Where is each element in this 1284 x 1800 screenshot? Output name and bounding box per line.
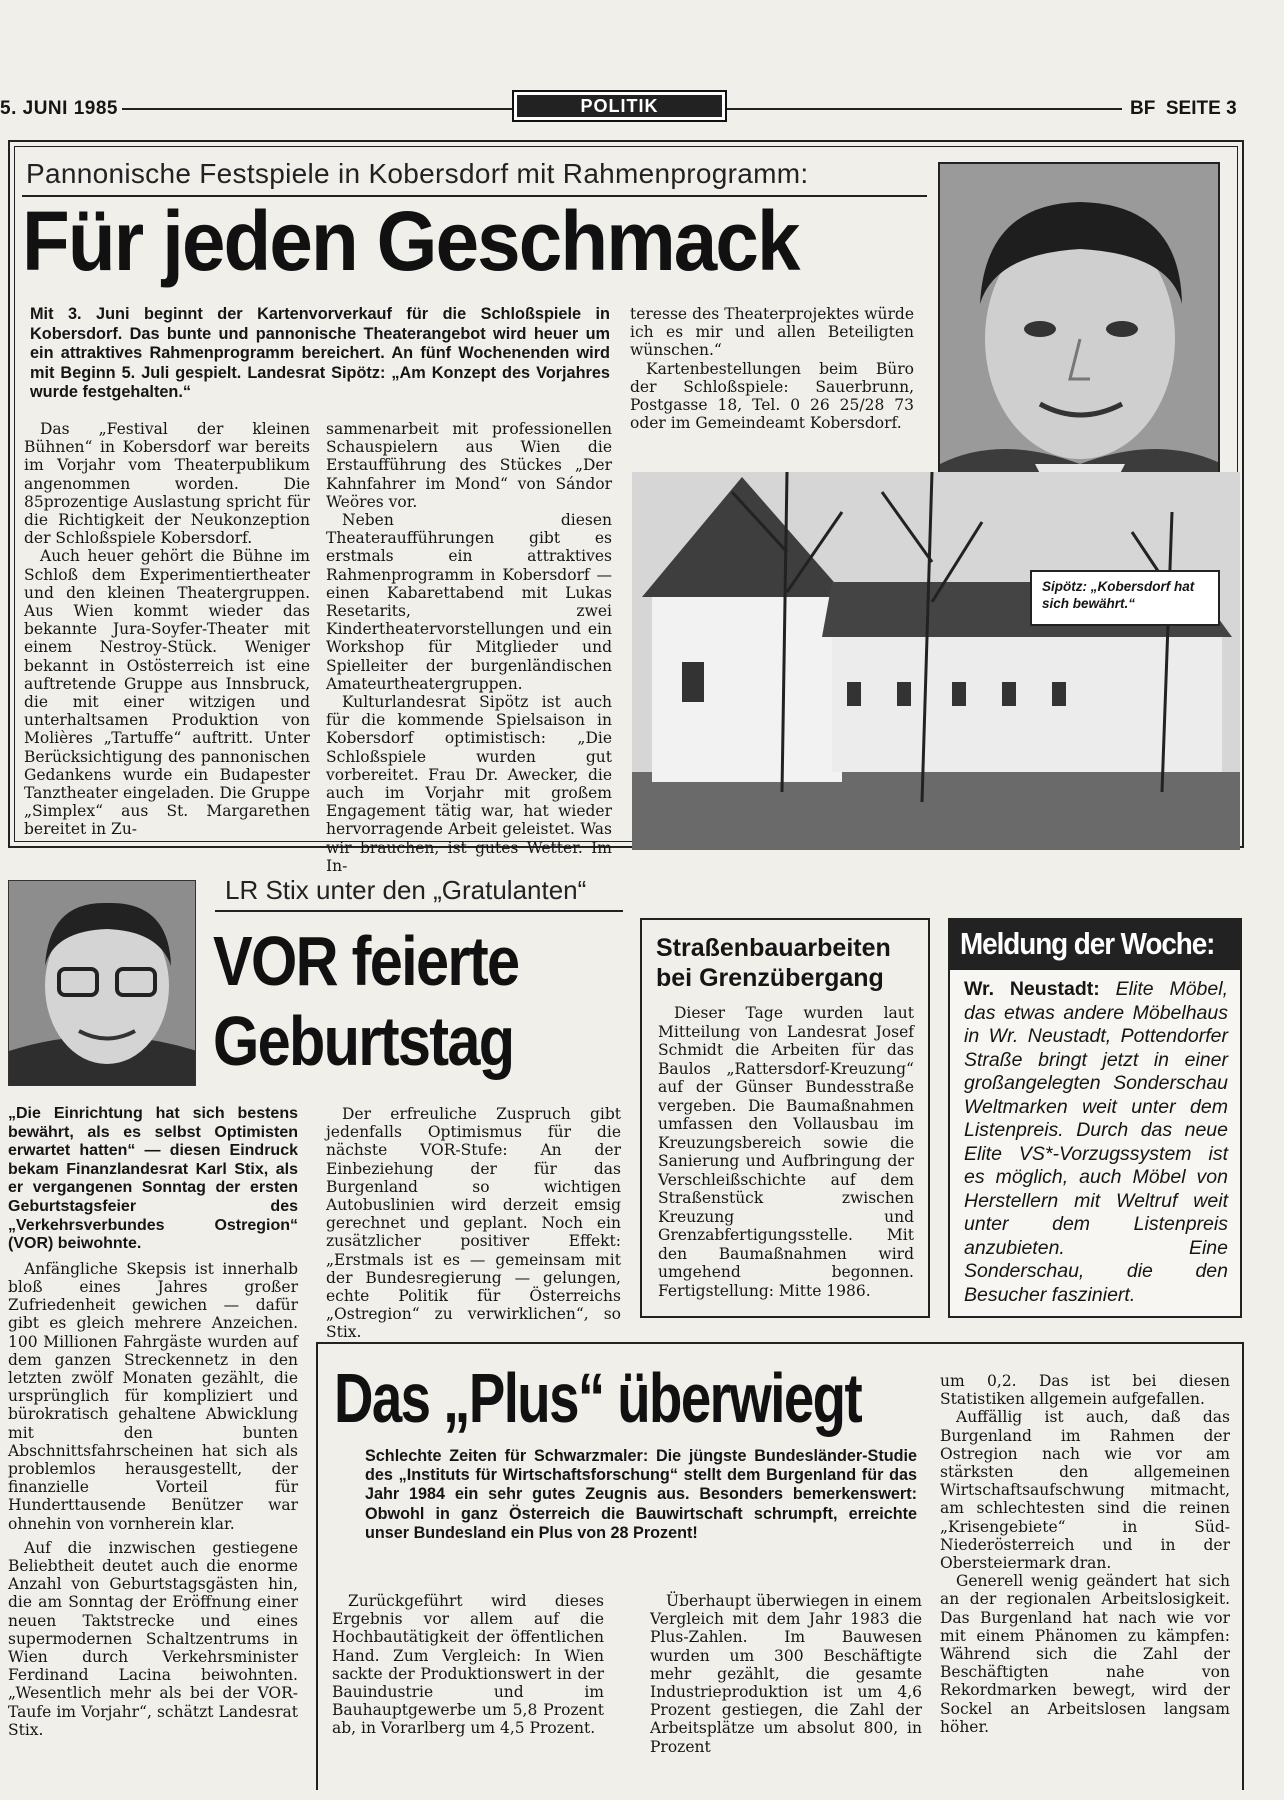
article3-box — [640, 918, 930, 1318]
article4-lead: Schlechte Zeiten für Schwarzmaler: Die jüngste Bundesländer-Studie des „Instituts für Wirtschaftsforschung“ stellt dem Burgenland für das Jahr 1984 ein sehr gutes Zeugnis aus. Besonders bemerkenswert: Obwohl in ganz Österreich die Bauwirtschaft schrumpft, erreichte unser Bundesland ein Plus von 28 Prozent! — [365, 1447, 917, 1542]
article2-headline-line1: VOR feierte — [213, 922, 519, 1000]
meldung-box — [948, 918, 1242, 1318]
article2-kicker: LR Stix unter den „Gratulanten“ — [225, 875, 587, 905]
article2-col2 — [326, 1105, 621, 1342]
article3-title-line1: Straßenbauarbeiten — [656, 934, 891, 962]
article1-headline: Für jeden Geschmack — [22, 194, 799, 288]
header-rule-left — [122, 108, 512, 110]
photo-caption-box — [1030, 570, 1220, 626]
article1-col1-p2: Auch heuer gehört die Bühne im Schloß dem Experimentiertheater und den kleinen Theatergruppen. Aus Wien kommt wieder das bekannte Jura-Soyfer-Theater mit einem Nestroy-Stück. Weniger bekannt in Ostösterreich ist eine auftretende Gruppe aus Innsbruck, die mit einer witzigen und unterhaltsamen Produktion von Molières „Tartuffe“ auftritt. Unter Berücksichtigung des pannonischen Gedankens wurde ein Budapester Tanztheater eingeladen. Die Gruppe „Simplex“ aus St. Margarethen bereitet in Zu- — [24, 547, 310, 839]
header-rule-right — [727, 108, 1122, 110]
article2-p1: Anfängliche Skepsis ist innerhalb bloß eines Jahres großer Zufriedenheit gewichen — dafür gibt es gleich mehrere Anzeichen. 100 Millionen Fahrgäste wurden auf dem ganzen Streckennetz in den letzten zwölf Monaten gezählt, die ursprünglich für kompliziert und bürokratisch gehaltene Abwicklung mit den bunten Abschnittsfahrscheinen hat sich als problemlos herausgestellt, der finanzielle Vorteil für Hunderttausende Benützer war ohnehin von vornherein klar. — [8, 1259, 298, 1533]
article1-col1-p1: Das „Festival der kleinen Bühnen“ in Kobersdorf war bereits im Vorjahr vom Theaterpublikum angenommen worden. Die 85prozentige Auslastung spricht für die Richtigkeit der Neukonzeption der Schloßspiele Kobersdorf. — [24, 420, 310, 548]
article4-c2: Überhaupt überwiegen in einem Vergleich mit dem Jahr 1983 die Plus-Zahlen. Im Bauwesen wurden um 300 Beschäftigte mehr gezählt, die gesamte Industrieproduktion ist um 4,6 Prozent gestiegen, die Zahl der Arbeitsplätze um absolut 800, in Prozent — [650, 1592, 922, 1756]
article1-col2-p2: Neben diesen Theateraufführungen gibt es erstmals ein attraktives Rahmenprogramm in Kobersdorf — einen Kabarettabend mit Lukas Resetarits, zwei Kindertheatervorstellungen und ein Workshop für Mitglieder und Spielleiter der burgenländischen Amateurtheatergruppen. — [326, 511, 612, 693]
castle-kobersdorf-photo — [632, 472, 1240, 850]
meldung-body — [964, 978, 1228, 1307]
portrait-stix-photo — [8, 880, 196, 1086]
section-label: POLITIK — [580, 96, 659, 116]
article1-col2-p3: Kulturlandesrat Sipötz ist auch für die kommende Spielsaison in Kobersdorf optimistisch: „Die Schloßspiele wurden gut vorbereitet. Frau Dr. Awecker, die auch im Vorjahr mit großem Engagement tätig war, hat wieder hervorragende Arbeit geleistet. Was wir brauchen, ist gutes Wetter. Im In- — [326, 693, 612, 875]
article1-col1 — [24, 420, 310, 839]
article4-c3a: um 0,2. Das ist bei diesen Statistiken allgemein aufgefallen. — [940, 1372, 1230, 1409]
article2-lead: „Die Einrichtung hat sich bestens bewährt, als es selbst Optimisten erwartet hatten“ — diesen Eindruck bekam Finanzlandesrat Karl Stix, als er vergangenen Sonntag der ersten Geburtstagsfeier des „Verkehrsverbundes Ostregion“ (VOR) beiwohnte. — [8, 1105, 298, 1253]
section-box — [512, 90, 727, 122]
article2-p2: Auf die inzwischen gestiegene Beliebtheit deutet auch die enorme Anzahl von Geburtstagsgästen hin, die am Sonntag der Eröffnung einer neuen Taktstrecke und eines supermodernen Schaltzentrums in Wien durch Verkehrsminister Ferdinand Lacina beiwohnten. „Wesentlich mehr als bei der VOR-Taufe im Vorjahr“, schätzt Landesrat Stix. — [8, 1538, 298, 1739]
article4-col2 — [650, 1592, 922, 1756]
article4-headline: Das „Plus“ überwiegt — [334, 1359, 862, 1437]
article2-kicker-underline — [215, 910, 623, 912]
article2-headline-line2: Geburtstag — [213, 1002, 514, 1080]
page-number: BF SEITE 3 — [1130, 98, 1237, 119]
article1-col2 — [326, 420, 612, 875]
article1-kicker: Pannonische Festspiele in Kobersdorf mit Rahmenprogramm: — [26, 158, 809, 189]
article1-col3-p1: teresse des Theaterprojektes würde ich es mir und allen Beteiligten wünschen.“ — [630, 305, 914, 360]
meldung-title: Meldung der Woche: — [960, 926, 1215, 961]
article4-col3 — [940, 1372, 1230, 1736]
article1-col3 — [630, 305, 914, 432]
meldung-title-bar — [950, 920, 1240, 970]
photo-caption: Sipötz: „Kobersdorf hat sich bewährt.“ — [1042, 579, 1195, 611]
article2-p3: Der erfreuliche Zuspruch gibt jedenfalls Optimismus für die nächste VOR-Stufe: An der Einbeziehung der für das Burgenland so wichtigen Autobuslinien wird derzeit emsig gerechnet und geplant. Noch ein zusätzlicher positiver Effekt: „Erstmals ist es — gemeinsam mit der Bundesregierung — gelungen, echte Politik für Österreichs „Ostregion“ zu verwirklichen“, so Stix. — [326, 1105, 621, 1342]
article4-col1 — [332, 1592, 604, 1738]
article1-col3-p2: Kartenbestellungen beim Büro der Schloßspiele: Sauerbrunn, Postgasse 18, Tel. 0 26 25/28 73 oder im Gemeindeamt Kobersdorf. — [630, 359, 914, 433]
article3-body: Dieser Tage wurden laut Mitteilung von Landesrat Josef Schmidt die Arbeiten für das Baulos „Rattersdorf-Kreuzung“ auf der Günser Bundesstraße vergeben. Die Baumaßnahmen umfassen den Vollausbau im Kreuzungsbereich sowie die Sanierung und Aufbringung der Verschleißschichte auf dem Straßenstück zwischen Kreuzung und Grenzabfertigungsstelle. Mit den Baumaßnahmen wird umgehend begonnen. Fertigstellung: Mitte 1986. — [658, 1004, 914, 1300]
article4-c3c: Generell wenig geändert hat sich an der regionalen Arbeitslosigkeit. Das Burgenland hat nach wie vor mit einem Phänomen zu kämpfen: Während sich die Zahl der Beschäftigten nahe von Rekordmarken bewegt, wird der Sockel an Arbeitslosen langsam höher. — [940, 1572, 1230, 1736]
meldung-text: Elite Möbel, das etwas andere Möbelhaus in Wr. Neustadt, Pottendorfer Straße bringt jetzt in einer großangelegten Sonderschau Weltmarken weit unter dem Listenpreis. Durch das neue Elite VS*-Vorzugssystem ist es möglich, auch Möbel von Herstellern mit Weltruf weit unter dem Listenpreis anzubieten. Eine Sonderschau, die den Besucher fasziniert. — [964, 978, 1228, 1306]
article1-lead: Mit 3. Juni beginnt der Kartenvorverkauf für die Schloßspiele in Kobersdorf. Das bunte und pannonische Theaterangebot wird heuer um ein attraktives Rahmenprogramm bereichert. An fünf Wochenenden wird mit Beginn 5. Juli gespielt. Landesrat Sipötz: „Am Konzept des Vorjahres wurde festgehalten.“ — [30, 305, 610, 401]
article2-col1 — [8, 1105, 298, 1739]
issue-date: 5. JUNI 1985 — [0, 98, 118, 119]
article4-c1: Zurückgeführt wird dieses Ergebnis vor allem auf die Hochbautätigkeit der öffentlichen Hand. Zum Vergleich: In Wien sackte der Produktionswert in der Bauindustrie und im Bauhauptgewerbe um 5,8 Prozent ab, in Vorarlberg um 4,5 Prozent. — [332, 1592, 604, 1738]
article3-title-line2: bei Grenzübergang — [656, 964, 884, 992]
meldung-place: Wr. Neustadt: — [964, 978, 1100, 1000]
article1-col2-p1: sammenarbeit mit professionellen Schauspielern aus Wien die Erstaufführung des Stückes „Der Kahnfahrer im Mond“ von Sándor Weöres vor. — [326, 420, 612, 511]
article4-c3b: Auffällig ist auch, daß das Burgenland im Rahmen der Ostregion nach wie vor am stärksten den allgemeinen Wirtschaftsaufschwung mitmacht, am schlechtesten sind die reinen „Krisengebiete“ in Süd-Niederösterreich und in der Obersteiermark dran. — [940, 1408, 1230, 1573]
